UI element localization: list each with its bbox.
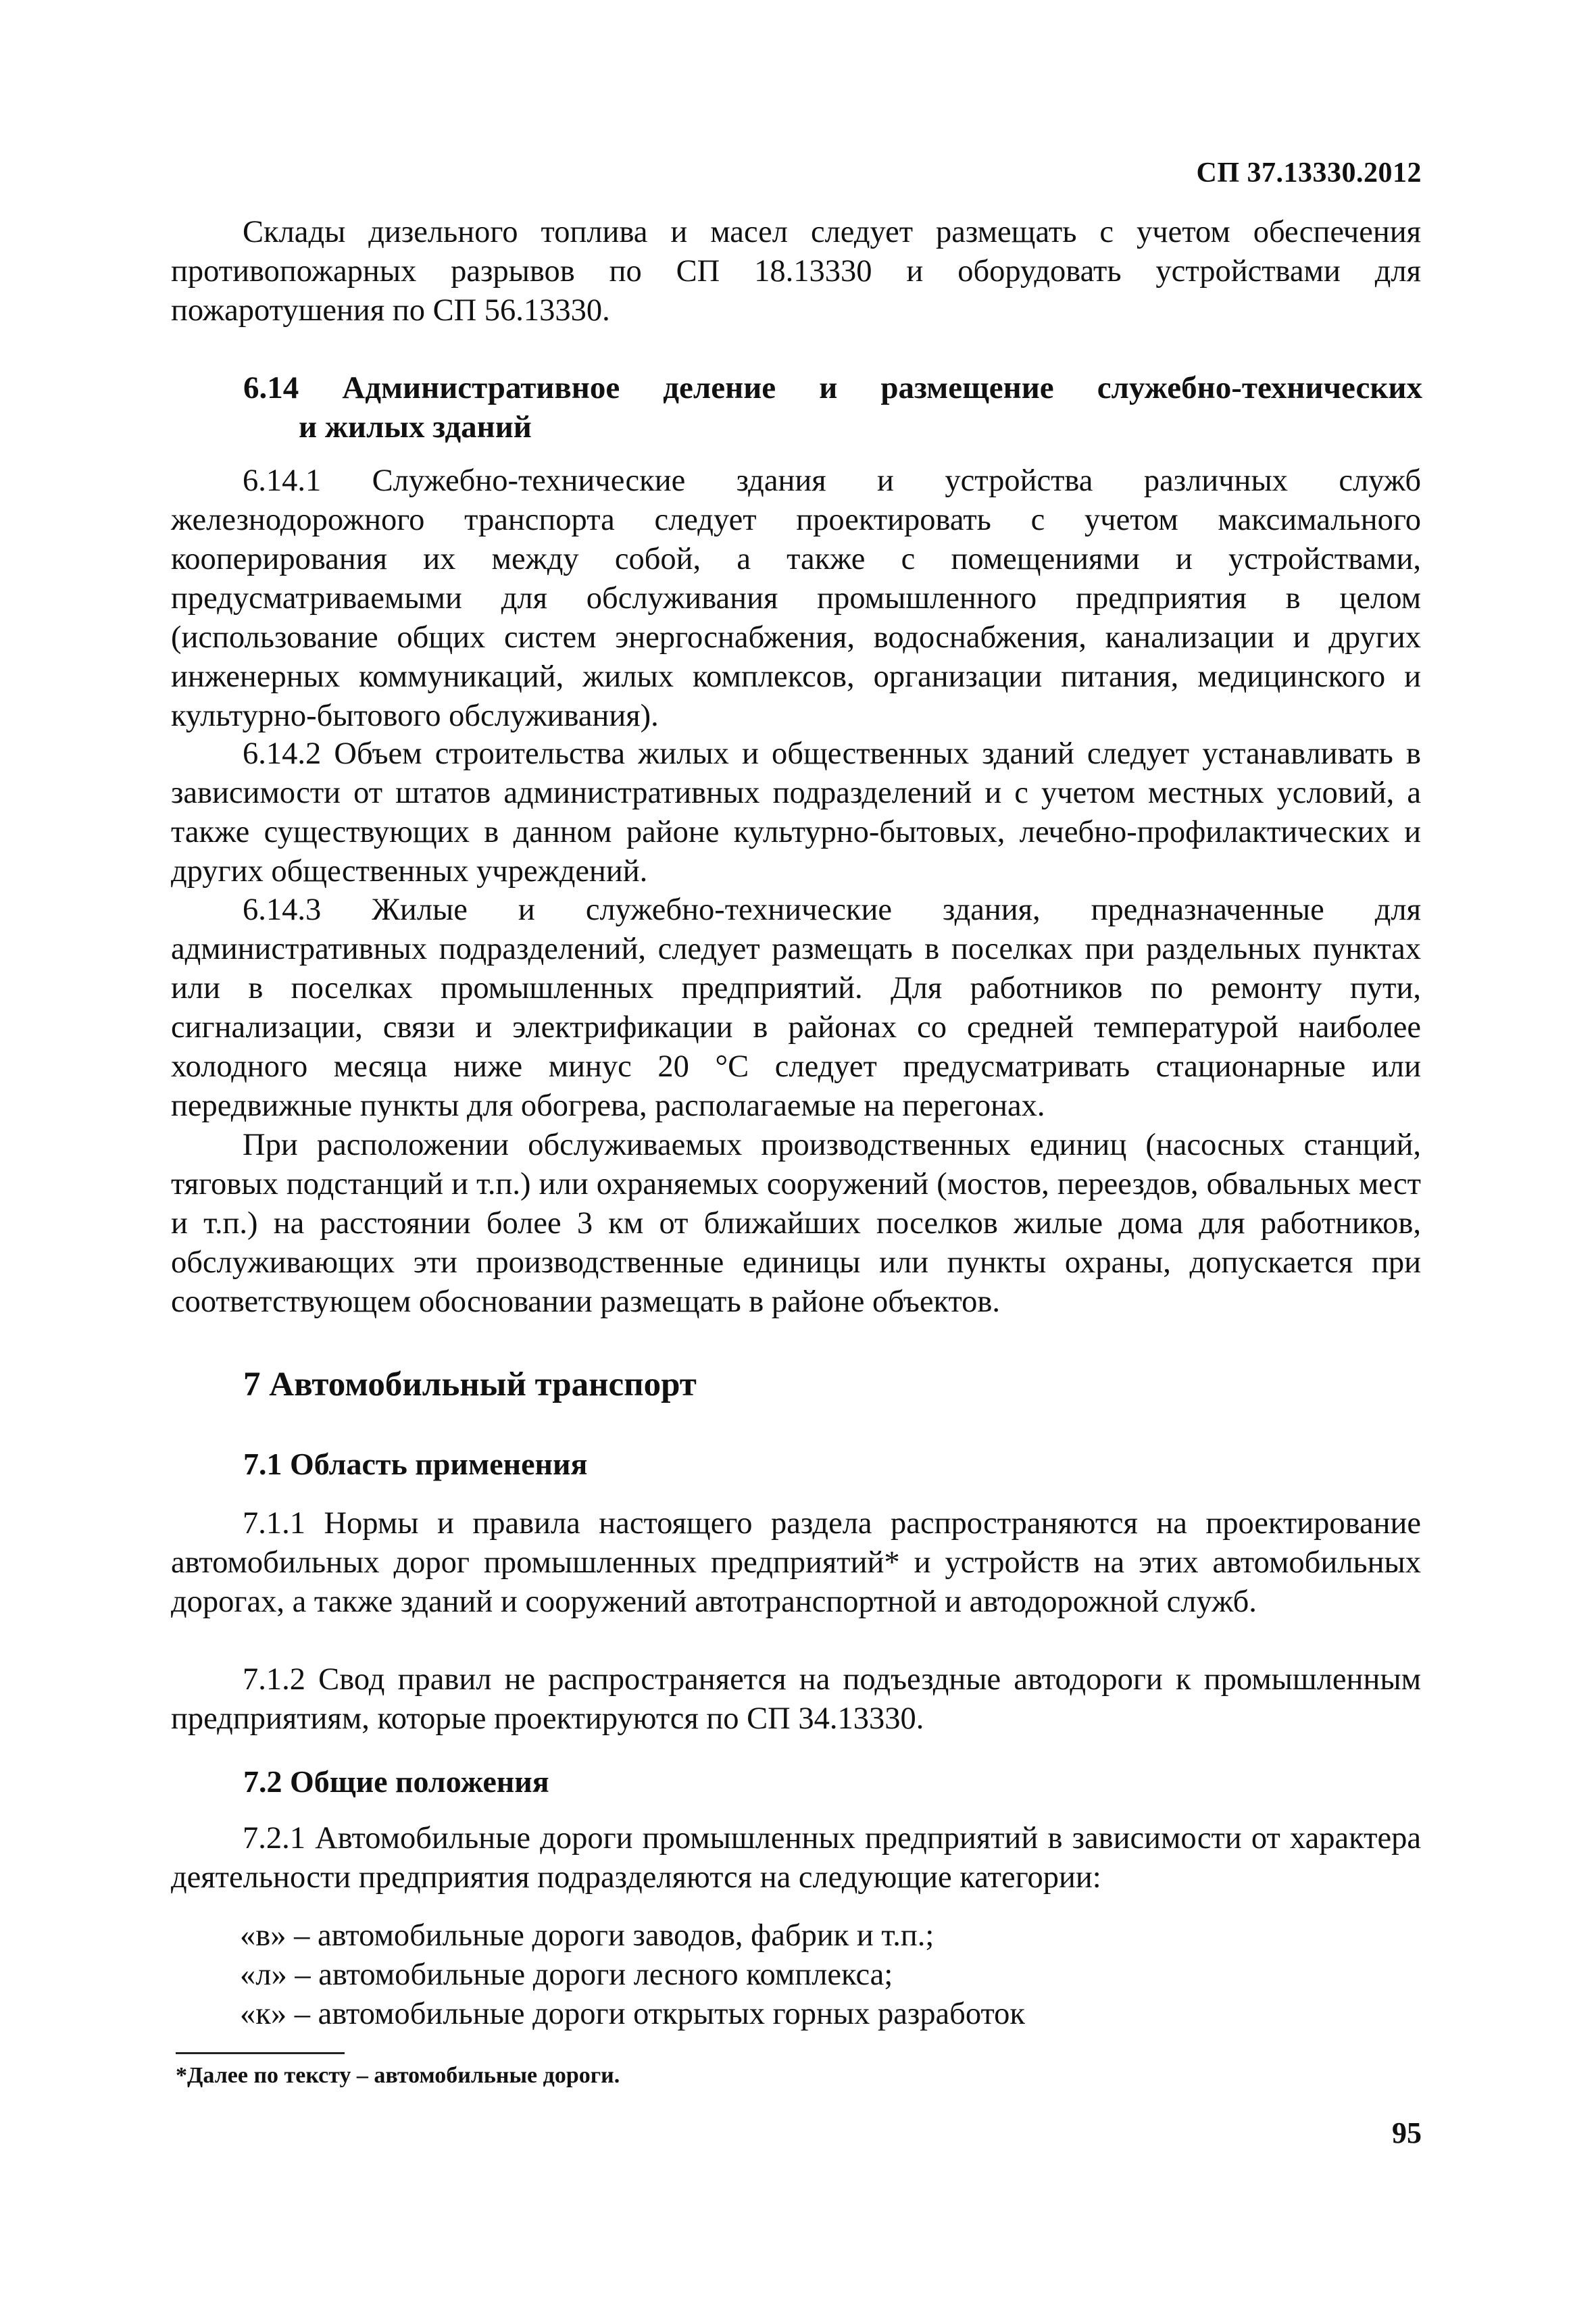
section-heading-6-14-line2: и жилых зданий <box>299 409 532 445</box>
paragraph-6-14-1: 6.14.1 Служебно-технические здания и устройства различных служб железнодорожного транспорта следует проектировать с учетом максимального кооперирования их между собой, а также с помещениями и устройствами, предусматриваемыми для обслуживания промышленного предприятия в целом (использование общих систем энергоснабжения, водоснабжения, канализации и других инженерных коммуникаций, жилых комплексов, организации питания, медицинского и культурно-бытового обслуживания). <box>171 464 1421 733</box>
category-list <box>240 1916 1025 2034</box>
section-heading-6-14-line1: 6.14 Административное деление и размещение служебно-технических <box>243 370 1422 405</box>
paragraph-7-1-1: 7.1.1 Нормы и правила настоящего раздела распространяются на проектирование автомобильных дорог промышленных предприятий* и устройств на этих автомобильных дорогах, а также зданий и сооружений автотранспортной и автодорожной служб. <box>171 1506 1421 1619</box>
section-heading-7-1: 7.1 Область применения <box>243 1447 588 1481</box>
paragraph-fuel-storage: Склады дизельного топлива и масел следует размещать с учетом обеспечения противопожарных разрывов по СП 18.13330 и оборудовать устройствами для пожаротушения по СП 56.13330. <box>171 215 1421 328</box>
footnote-divider <box>176 2052 345 2054</box>
section-heading-6-14 <box>243 368 1422 447</box>
section-heading-7-2: 7.2 Общие положения <box>243 1764 549 1799</box>
section-heading-7: 7 Автомобильный транспорт <box>243 1366 697 1403</box>
document-code: СП 37.13330.2012 <box>1196 157 1422 189</box>
footnote: *Далее по тексту – автомобильные дороги. <box>176 2063 620 2088</box>
list-item: «к» – автомобильные дороги открытых горных разработок <box>240 1997 1026 2031</box>
paragraph-location: При расположении обслуживаемых производственных единиц (насосных станций, тяговых подстанций и т.п.) или охраняемых сооружений (мостов, переездов, обвальных мест и т.п.) на расстоянии более 3 км от ближайших поселков жилые дома для работников, обслуживающих эти производственные единицы или пункты охраны, допускается при соответствующем обосновании размещать в районе объектов. <box>171 1128 1421 1319</box>
paragraph-7-1-2: 7.1.2 Свод правил не распространяется на подъездные автодороги к промышленным предприятиям, которые проектируются по СП 34.13330. <box>171 1662 1421 1736</box>
paragraph-7-2-1: 7.2.1 Автомобильные дороги промышленных предприятий в зависимости от характера деятельности предприятия подразделяются на следующие категории: <box>171 1821 1421 1895</box>
list-item: «л» – автомобильные дороги лесного комплекса; <box>240 1958 893 1992</box>
page-number: 95 <box>1392 2116 1422 2149</box>
paragraph-6-14-3: 6.14.3 Жилые и служебно-технические здания, предназначенные для административных подразделений, следует размещать в поселках при раздельных пунктах или в поселках промышленных предприятий. Для работников по ремонту пути, сигнализации, связи и электрификации в районах со средней температурой наиболее холодного месяца ниже минус 20 °С следует предусматривать стационарные или передвижные пункты для обогрева, располагаемые на перегонах. <box>171 893 1421 1123</box>
paragraph-6-14-2: 6.14.2 Объем строительства жилых и общественных зданий следует устанавливать в зависимости от штатов административных подразделений и с учетом местных условий, а также существующих в данном районе культурно-бытовых, лечебно-профилактических и других общественных учреждений. <box>171 737 1421 889</box>
list-item: «в» – автомобильные дороги заводов, фабрик и т.п.; <box>240 1918 934 1953</box>
